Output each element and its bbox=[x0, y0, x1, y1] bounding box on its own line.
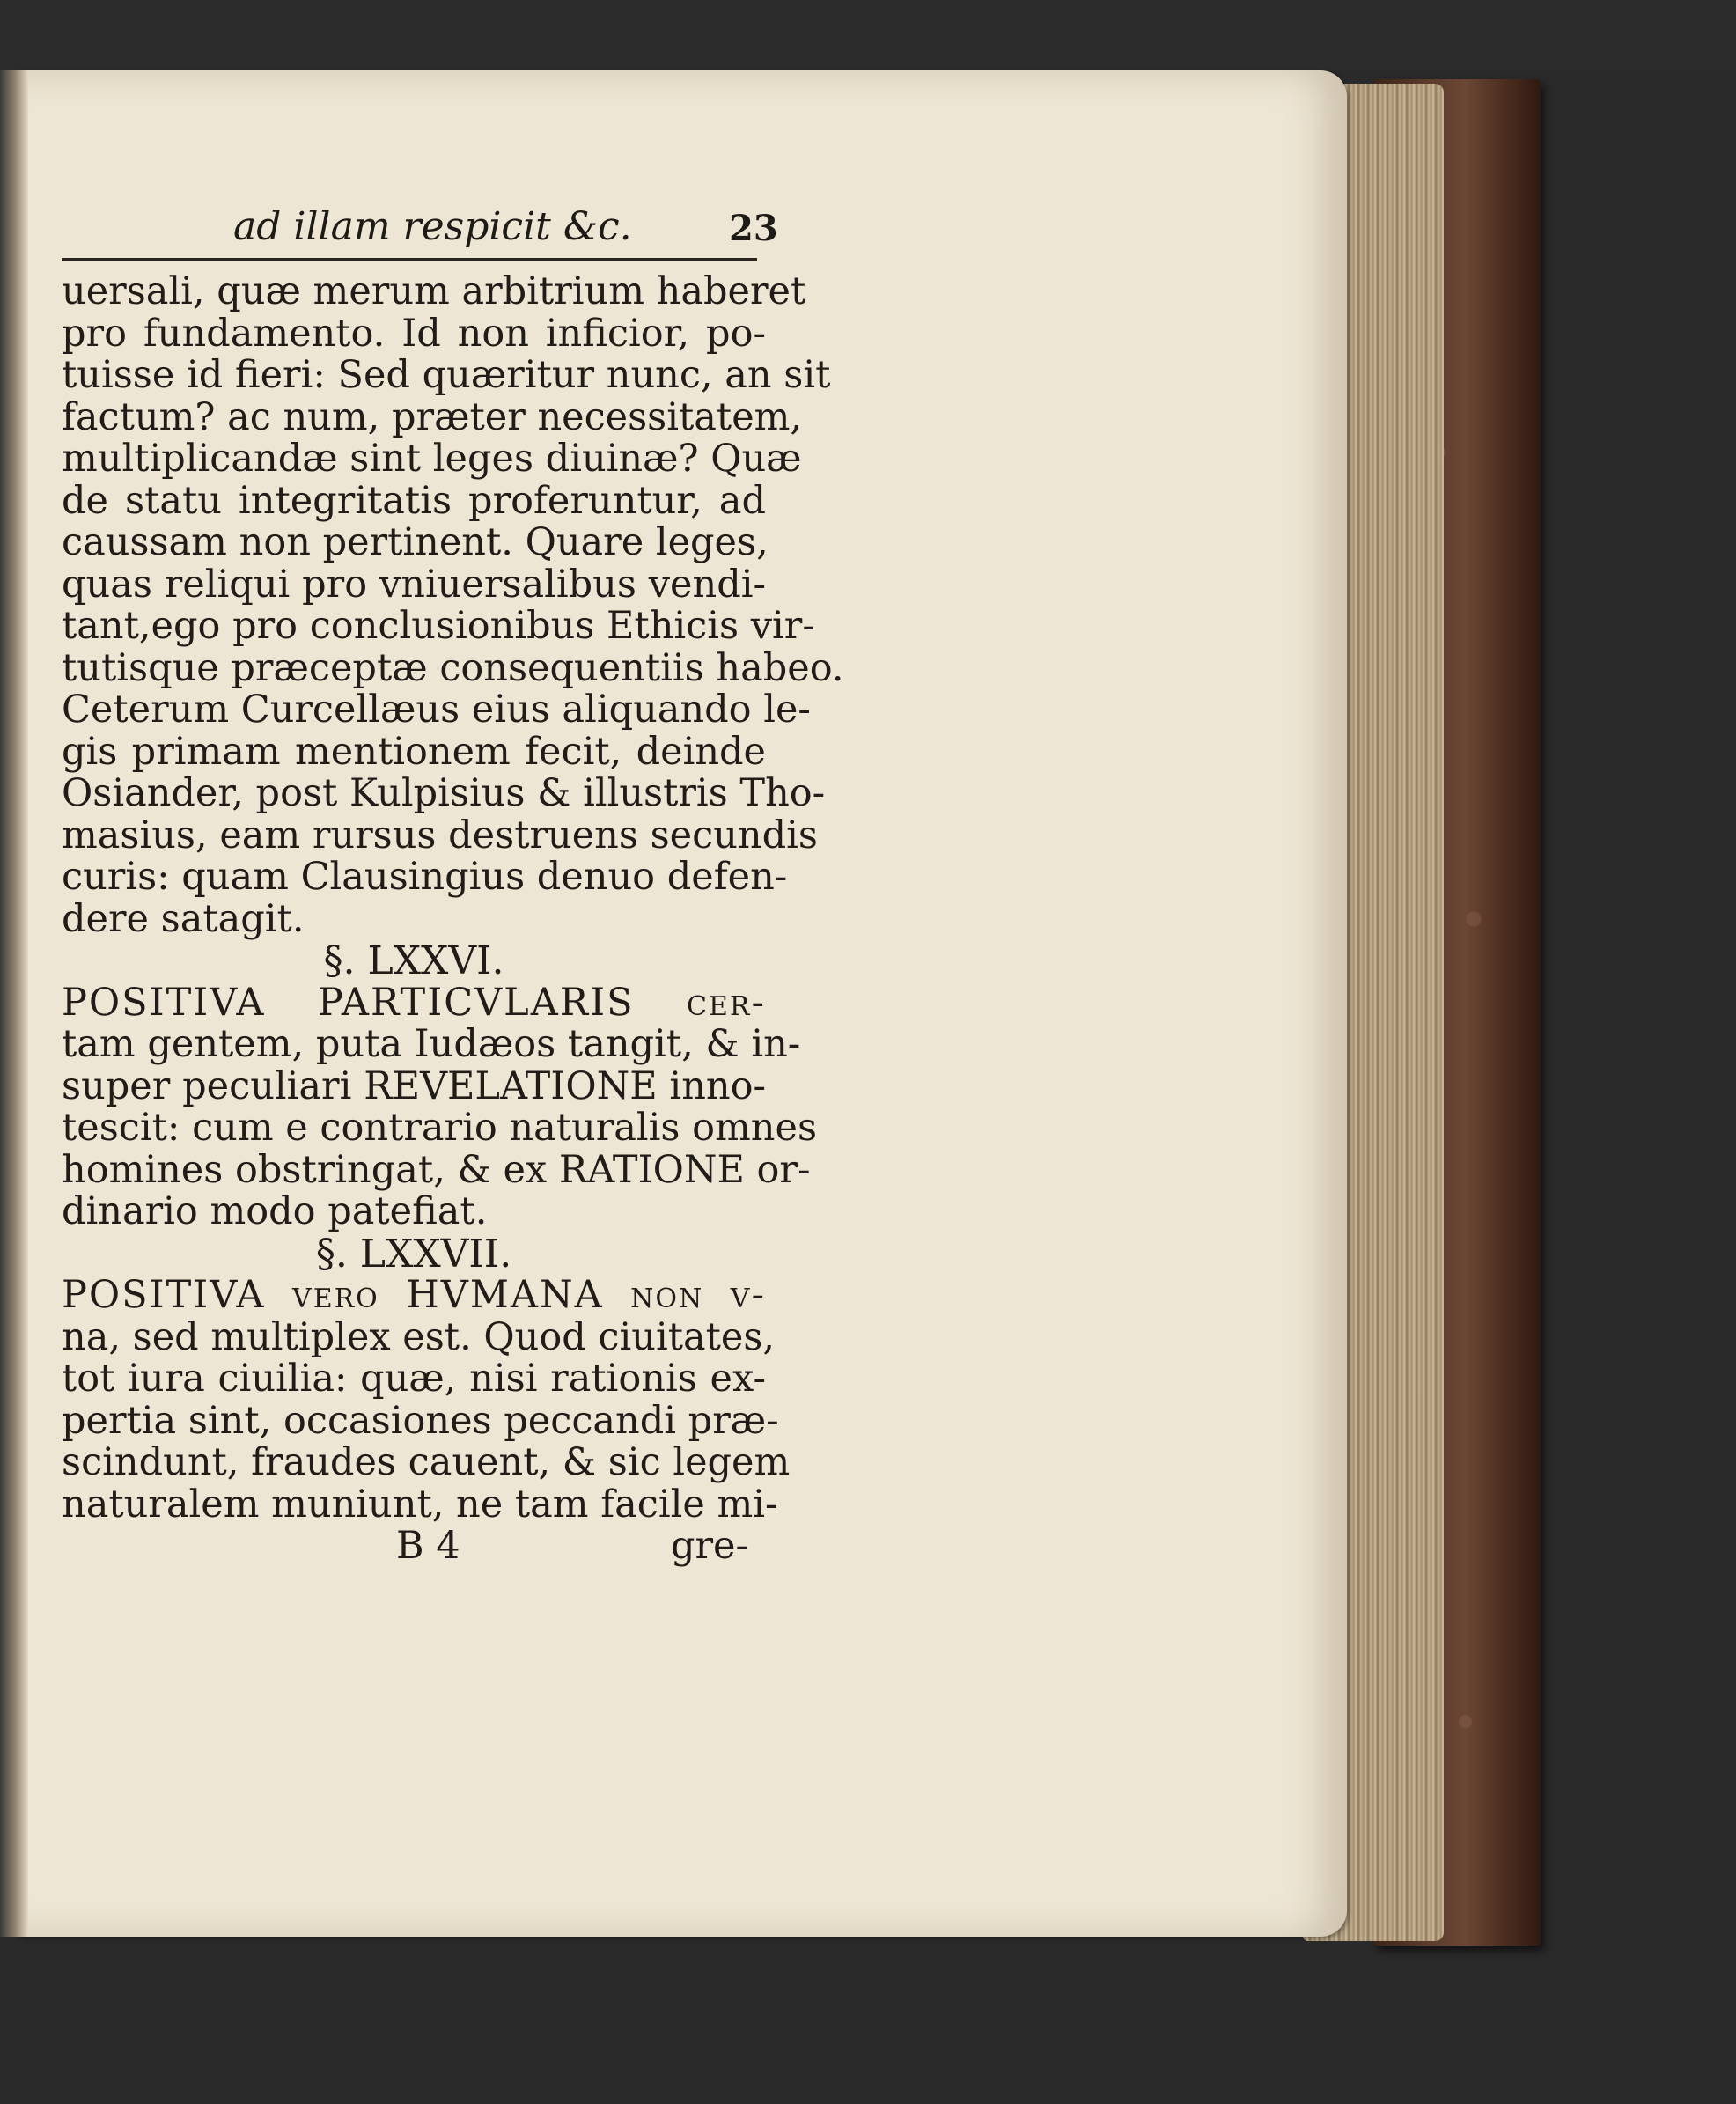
text-line: pro fundamento. Id non inficior, po- bbox=[62, 311, 766, 356]
text-line: homines obstringat, & ex RATIONE or- bbox=[62, 1147, 811, 1192]
text-line: tam gentem, puta Iudæos tangit, & in- bbox=[62, 1022, 801, 1066]
text-line: caussam non pertinent. Quare leges, bbox=[62, 520, 769, 564]
text-line: tutisque præceptæ consequentiis habeo. bbox=[62, 645, 844, 690]
text-line: na, sed multiplex est. Quod ciuitates, bbox=[62, 1314, 776, 1359]
text-line: naturalem muniunt, ne tam facile mi- bbox=[62, 1482, 778, 1527]
section-heading: §. LXXVI. bbox=[323, 938, 504, 983]
text-line: Ceterum Curcellæus eius aliquando le- bbox=[62, 688, 811, 732]
text-line: scindunt, fraudes cauent, & sic legem bbox=[62, 1440, 791, 1484]
text-line: tescit: cum e contrario naturalis omnes bbox=[62, 1106, 818, 1150]
text-line: gis primam mentionem fecit, deinde bbox=[62, 729, 766, 774]
gutter-shadow bbox=[0, 70, 28, 1937]
text-line: Osiander, post Kulpisius & illustris Tho- bbox=[62, 771, 826, 815]
text-line: factum? ac num, præter necessitatem, bbox=[62, 394, 803, 439]
page-footer bbox=[62, 1526, 766, 1568]
text-line: curis: quam Clausingius denuo defen- bbox=[62, 855, 788, 899]
page-number: 23 bbox=[729, 208, 778, 249]
text-line: tuisse id fieri: Sed quæritur nunc, an sit bbox=[62, 353, 831, 397]
text-line: quas reliqui pro vniuersalibus vendi- bbox=[62, 562, 766, 607]
text-line: tot iura ciuilia: quæ, nisi rationis ex- bbox=[62, 1357, 766, 1401]
text-line: dinario modo patefiat. bbox=[62, 1189, 488, 1233]
text-line: multiplicandæ sint leges diuinæ? Quæ bbox=[62, 437, 802, 481]
text-line: de statu integritatis proferuntur, ad bbox=[62, 478, 766, 523]
text-line: pertia sint, occasiones peccandi præ- bbox=[62, 1398, 779, 1443]
page-headline bbox=[62, 204, 778, 257]
section-heading: §. LXXVII. bbox=[315, 1231, 512, 1276]
text-line: masius, eam rursus destruens secundis bbox=[62, 813, 818, 857]
running-head: ad illam respicit &c. bbox=[233, 204, 632, 249]
text-line: POSITIVA PARTICVLARIS cer- bbox=[62, 980, 766, 1025]
signature-mark: B 4 bbox=[396, 1524, 460, 1568]
text-block bbox=[62, 269, 844, 1568]
text-line: tant,ego pro conclusionibus Ethicis vir- bbox=[62, 604, 815, 648]
background bbox=[0, 0, 1736, 70]
text-line: super peculiari REVELATIONE inno- bbox=[62, 1063, 766, 1108]
text-line: uersali, quæ merum arbitrium haberet bbox=[62, 269, 806, 313]
text-line: dere satagit. bbox=[62, 896, 305, 941]
header-rule bbox=[62, 258, 757, 261]
catchword: gre- bbox=[670, 1524, 748, 1568]
text-line: POSITIVA vero HVMANA non v- bbox=[62, 1273, 766, 1317]
